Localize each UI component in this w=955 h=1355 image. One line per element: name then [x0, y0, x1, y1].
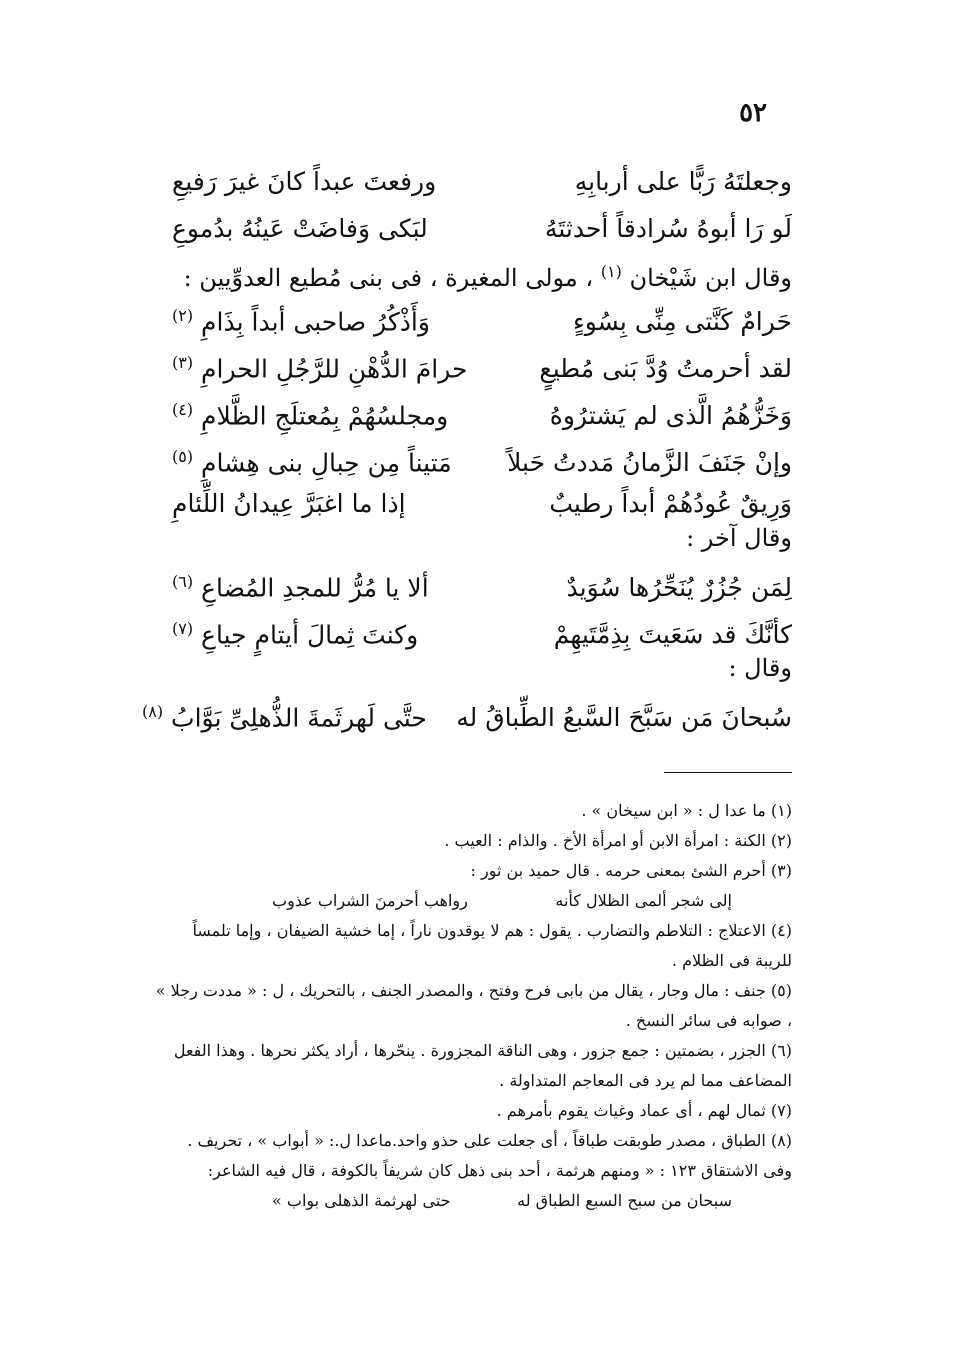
footnote-8: (٨) الطباق ، مصدر طوبقت طباقاً ، أى جعلت على حذو واحد.ماعدا ل.: « أبواب » ، تحريف . — [187, 1131, 792, 1150]
verse-hemistich-2 — [172, 558, 429, 611]
poem-block-1 — [172, 158, 792, 252]
footnote-8-continuation: وفى الاشتقاق ١٢٣ : « ومنهم هرثمة ، أحد بنى ذهل كان شريفاً بالكوفة ، قال فيه الشاعر: — [207, 1161, 792, 1180]
intro-line: وقال : — [728, 654, 792, 682]
footnote-6: (٦) الجزر ، بضمتين : جمع جزور ، وهى الناقة المجزورة . ينحّرها ، أراد يكثر نحرها . وهذا الفعل المضاعف مما لم يرد فى المعاجم المتداولة . — [173, 1041, 792, 1090]
footnote-marker: (٣) — [172, 353, 194, 372]
verse — [172, 433, 792, 480]
verse-hemistich-1: سُبحانَ مَن سَبَّحَ السَّبعُ الطِّباقُ له — [456, 703, 792, 733]
verse-hemistich-2 — [172, 605, 418, 658]
verse-hemistich-1: لَو رَا أبوهُ سُرادقاً أحدثتَهُ — [544, 214, 792, 243]
verse — [142, 688, 792, 735]
verse-hemistich-2 — [172, 292, 430, 345]
hemistich-text: حتَّى لَهرثَمةَ الذُّهلِىِّ بَوَّابُ — [171, 703, 427, 733]
verse — [172, 205, 792, 252]
verse-hemistich-1: سبحان من سبح السبع الطباق له — [517, 1191, 732, 1210]
poem-block-4 — [142, 688, 792, 735]
verse-hemistich-2: رواهب أحرمنَ الشراب عذوب — [272, 891, 468, 910]
footnote-4: (٤) الاعتلاج : التلاطم والتضارب . يقول : هم لا يوقدون ناراً ، إما خشية الضيفان ، وإما تلمساً للريبة فى الظلام . — [192, 921, 792, 970]
footnote-2: (٢) الكنة : امرأة الابن أو امرأة الأخ . والذام : العيب . — [444, 831, 792, 850]
footnote-3-verse — [152, 886, 792, 916]
footnote-marker: (٥) — [172, 447, 194, 466]
footnote-8-verse — [152, 1186, 792, 1216]
verse-hemistich-1: وَخَزُّهُمُ الَّذى لم يَشترُوهُ — [549, 401, 792, 431]
verse — [172, 386, 792, 433]
verse — [172, 158, 792, 205]
intro-text: وقال ابن شَيْخان — [629, 264, 792, 292]
footnote-marker: (١) — [600, 262, 622, 281]
poem-block-3 — [172, 558, 792, 652]
footnote-marker: (٢) — [172, 306, 194, 325]
hemistich-text: ومجلسُهُمْ بِمُعتلَجِ الظَّلامِ — [201, 401, 449, 431]
hemistich-text: وَأَذْكُرُ صاحبى أبداً بِذَامِ — [201, 307, 430, 337]
footnote-3: (٣) أحرم الشئ بمعنى حرمه . قال حميد بن ثور : — [470, 861, 792, 880]
footnote-marker: (٤) — [172, 400, 194, 419]
verse-hemistich-1: وإنْ جَنَفَ الزَّمانُ مَددتُ حَبلاً — [507, 448, 792, 478]
intro-line: وقال آخر : — [686, 524, 792, 552]
page-number: ٥٢ — [739, 98, 767, 128]
verse-hemistich-1: لقد أحرمتُ وُدَّ بَنى مُطيعٍ — [539, 354, 792, 384]
footnote-divider — [664, 772, 792, 773]
verse-hemistich-2: حتى لهرثمة الذهلى بواب » — [272, 1191, 451, 1210]
footnotes — [152, 796, 792, 1216]
footnote-marker: (٨) — [142, 702, 164, 721]
verse-hemistich-1: كأنَّكَ قد سَعَيتَ بِذِمَّتَيهِمْ — [553, 620, 792, 650]
hemistich-text: حرامَ الدُّهْنِ للرَّجُلِ الحرامِ — [201, 354, 468, 384]
footnote-5: (٥) جنف : مال وجار ، يقال من بابى فرح وفتح ، والمصدر الجنف ، بالتحريك ، ل : « مددت رجلا » ، صوابه فى سائر النسخ . — [155, 981, 792, 1030]
verse-hemistich-2: ورفعتَ عبداً كانَ غيرَ رَفيعِ — [172, 167, 437, 196]
hemistich-text: مَتيناً مِن حِبالِ بنى هِشامِ — [201, 448, 452, 478]
footnote-marker: (٧) — [172, 619, 194, 638]
intro-text: ، مولى المغيرة ، فى بنى مُطيع العدوِّيين : — [183, 264, 594, 292]
verse-hemistich-2: لبَكى وَفاضَتْ عَينُهُ بدُموعِ — [172, 214, 428, 243]
verse — [172, 292, 792, 339]
verse-hemistich-1: وجعلتَهُ رَبًّا على أربابِهِ — [574, 167, 792, 196]
verse-hemistich-1: لِمَن جُزُرٌ يُنَحِّرُها سُوَيدٌ — [566, 573, 792, 603]
verse-hemistich-2 — [172, 433, 452, 486]
footnote-7: (٧) ثمال لهم ، أى عماد وغياث يقوم بأمرهم . — [496, 1101, 792, 1120]
verse — [172, 605, 792, 652]
verse-hemistich-2: إذا ما اغبَرَّ عِيدانُ اللِّئامِ — [172, 489, 406, 518]
hemistich-text: وكنتَ ثِمالَ أيتامٍ جياعِ — [201, 620, 419, 650]
verse-hemistich-1: وَرِيقٌ عُودُهُمْ أبداً رطيبٌ — [549, 489, 792, 518]
hemistich-text: ألا يا مُرُّ للمجدِ المُضاعِ — [201, 573, 429, 603]
poem-block-2 — [172, 292, 792, 527]
verse-hemistich-1: حَرامٌ كَنَّتى مِنِّى بِسُوءٍ — [572, 307, 792, 337]
verse-hemistich-2 — [172, 339, 467, 392]
verse — [172, 558, 792, 605]
verse-hemistich-1: إلى شجر ألمى الظلال كأنه — [555, 891, 732, 910]
verse — [172, 339, 792, 386]
verse-hemistich-2 — [172, 386, 448, 439]
verse-hemistich-2 — [142, 688, 427, 741]
footnote-1: (١) ما عدا ل : « ابن سيخان » . — [581, 801, 792, 820]
footnote-marker: (٦) — [172, 572, 194, 591]
